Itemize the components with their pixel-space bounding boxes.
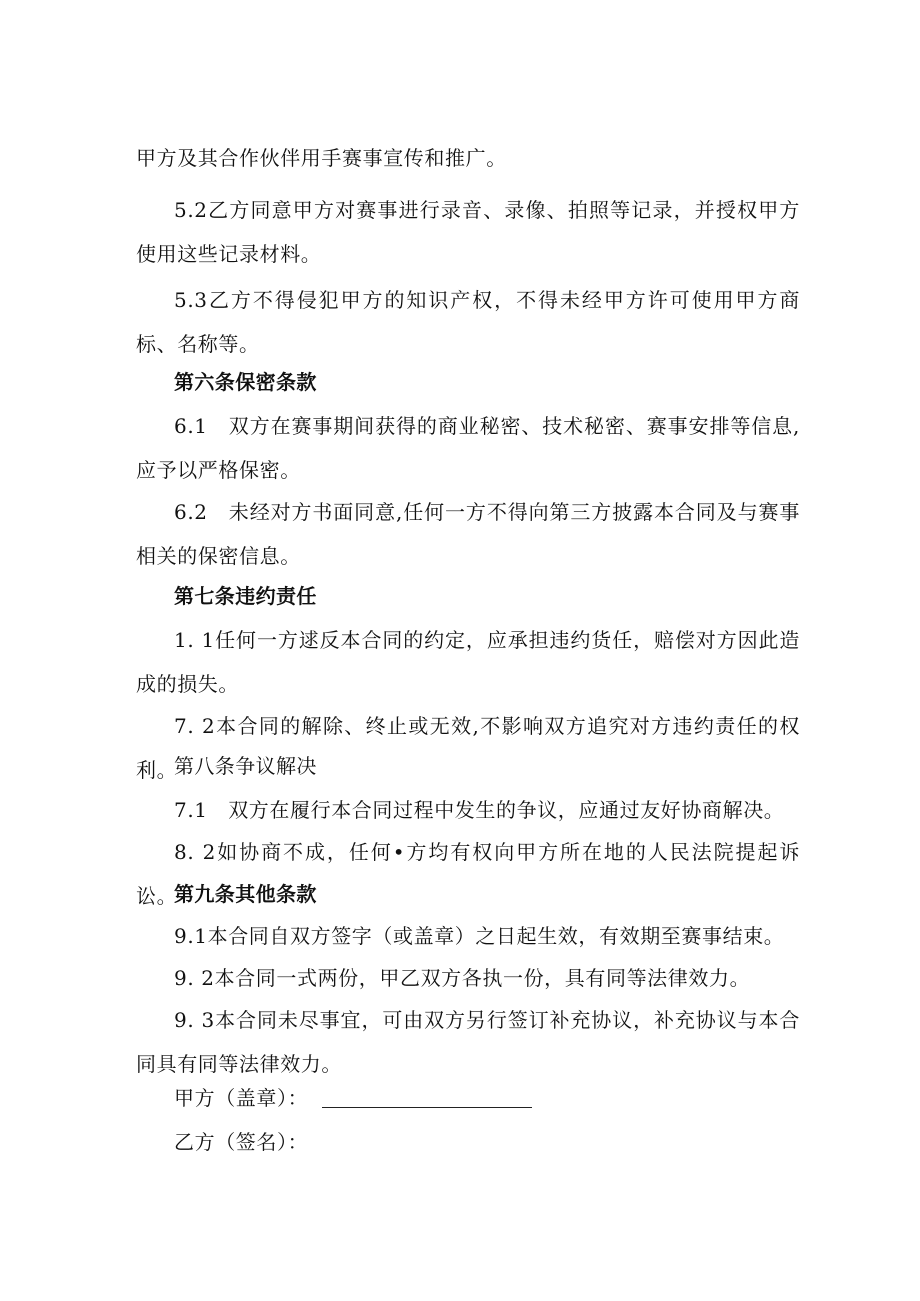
signature-party-a-label: 甲方（盖章）：: [174, 1086, 309, 1110]
signature-party-a-line[interactable]: [322, 1107, 532, 1108]
paragraph-5-3: 5.3乙方不得侵犯甲方的知识产权，不得未经甲方许可使用甲方商标、名称等。: [136, 288, 800, 356]
signature-party-b: [174, 1120, 308, 1164]
signature-party-a: [174, 1076, 532, 1120]
heading-article-8: 第八条争议解决: [174, 754, 317, 778]
paragraph-7-2: 7. 2本合同的解除、终止或无效,不影响双方追究对方违约责任的权利。: [136, 714, 800, 782]
heading-article-9: 第九条其他条款: [174, 882, 317, 906]
paragraph-5-1-continued: 甲方及其合作伙伴用手赛事宣传和推广。: [136, 146, 507, 170]
paragraph-6-1: 6.1 双方在赛事期间获得的商业秘密、技术秘密、赛事安排等信息,应予以严格保密。: [136, 414, 800, 482]
paragraph-8-2: 8. 2如协商不成，任何•方均有权向甲方所在地的人民法院提起诉讼。: [136, 840, 800, 908]
paragraph-8-1: 7.1 双方在履行本合同过程中发生的争议，应通过友好协商解决。: [174, 798, 785, 822]
heading-article-7: 第七条违约责任: [174, 584, 317, 608]
heading-article-6: 第六条保密条款: [174, 370, 317, 394]
paragraph-9-2: 9. 2本合同一式两份，甲乙双方各执一份，具有同等法律效力。: [174, 966, 751, 990]
paragraph-5-2: 5.2乙方同意甲方对赛事进行录音、录像、拍照等记录，并授权甲方使用这些记录材料。: [136, 198, 800, 266]
paragraph-9-1: 9.1本合同自双方签字（或盖章）之日起生效，有效期至赛事结束。: [174, 924, 785, 948]
paragraph-9-3: 9. 3本合同未尽事宜，可由双方另行签订补充协议，补充协议与本合同具有同等法律效力。: [136, 1008, 800, 1076]
signature-party-b-label: 乙方（签名）：: [174, 1130, 309, 1154]
paragraph-6-2: 6.2 未经对方书面同意,任何一方不得向第三方披露本合同及与赛事相关的保密信息。: [136, 500, 800, 568]
paragraph-7-1: 1. 1任何一方逑反本合同的约定，应承担违约货任，赔偿对方因此造成的损失。: [136, 628, 800, 696]
